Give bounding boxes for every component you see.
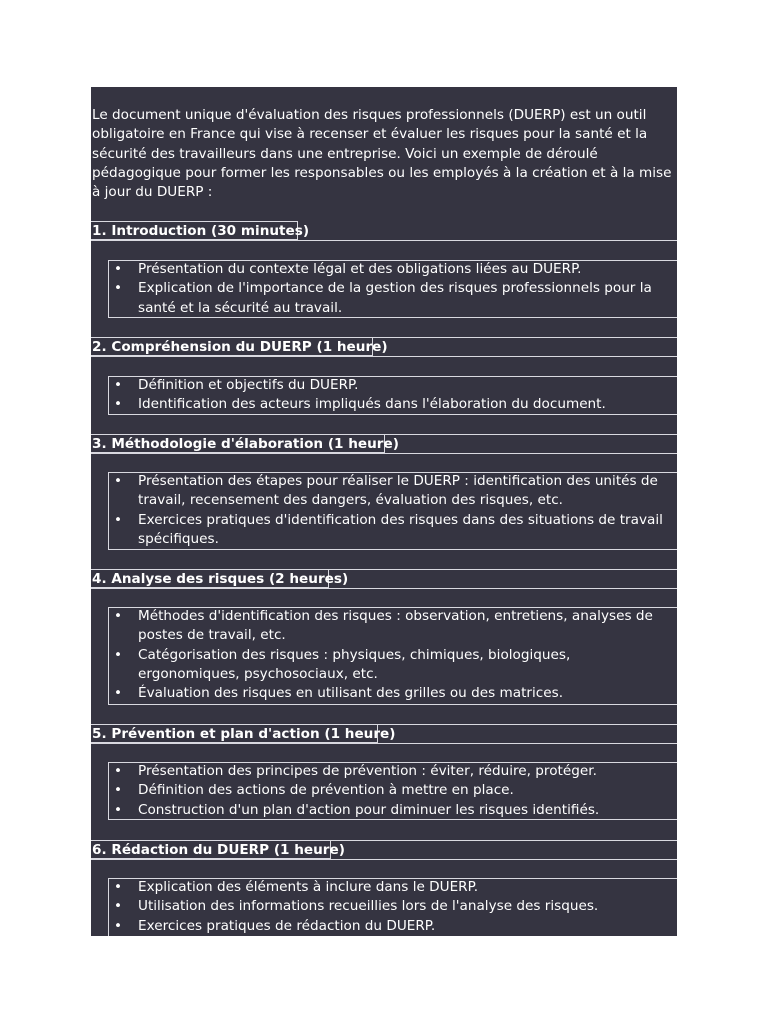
divider <box>91 453 677 454</box>
section-heading-5: 5. Prévention et plan d'action (1 heure) <box>92 726 396 742</box>
list-item: • Présentation des principes de prévention : éviter, réduire, protéger. <box>108 762 674 781</box>
list-item: • Utilisation des informations recueillies lors de l'analyse des risques. <box>108 897 674 916</box>
list-item: • Définition et objectifs du DUERP. <box>108 376 674 395</box>
document-body <box>91 87 677 936</box>
bullet-list-4 <box>108 607 674 703</box>
list-item: • Méthodes d'identification des risques : observation, entretiens, analyses de postes de travail, etc. <box>108 607 674 646</box>
list-item: • Explication de l'importance de la gestion des risques professionnels pour la santé et la sécurité au travail. <box>108 279 674 318</box>
divider <box>91 240 677 241</box>
list-item: • Exercices pratiques de rédaction du DUERP. <box>108 917 674 936</box>
list-item: • Identification des acteurs impliqués dans l'élaboration du document. <box>108 395 674 414</box>
list-item: • Exercices pratiques d'identification des risques dans des situations de travail spécifiques. <box>108 511 674 550</box>
intro-paragraph: Le document unique d'évaluation des risques professionnels (DUERP) est un outil obligatoire en France qui vise à recenser et évaluer les risques pour la santé et la sécurité des travailleurs dans une entreprise. Voici un exemple de déroulé pédagogique pour former les responsables ou les employés à la création et à la mise à jour du DUERP : <box>92 107 672 201</box>
section-heading-3: 3. Méthodologie d'élaboration (1 heure) <box>92 436 399 452</box>
list-item: • Définition des actions de prévention à mettre en place. <box>108 781 674 800</box>
section-heading-1: 1. Introduction (30 minutes) <box>92 223 310 239</box>
divider <box>91 859 677 860</box>
divider <box>91 588 677 589</box>
bullet-list-5 <box>108 762 674 820</box>
bullet-list-3 <box>108 472 674 549</box>
section-heading-4: 4. Analyse des risques (2 heures) <box>92 571 349 587</box>
bullet-list-1 <box>108 260 674 318</box>
list-item: • Construction d'un plan d'action pour diminuer les risques identifiés. <box>108 801 674 820</box>
section-heading-2: 2. Compréhension du DUERP (1 heure) <box>92 339 388 355</box>
bullet-list-6 <box>108 878 674 936</box>
list-item: • Évaluation des risques en utilisant des grilles ou des matrices. <box>108 684 674 703</box>
list-item: • Explication des éléments à inclure dans le DUERP. <box>108 878 674 897</box>
divider <box>91 743 677 744</box>
divider <box>91 356 677 357</box>
list-item: • Présentation des étapes pour réaliser le DUERP : identification des unités de travail, recensement des dangers, évaluation des risques, etc. <box>108 472 674 511</box>
section-heading-6: 6. Rédaction du DUERP (1 heure) <box>92 842 345 858</box>
bullet-list-2 <box>108 376 674 415</box>
list-item: • Présentation du contexte légal et des obligations liées au DUERP. <box>108 260 674 279</box>
list-item: • Catégorisation des risques : physiques, chimiques, biologiques, ergonomiques, psychosociaux, etc. <box>108 646 674 685</box>
